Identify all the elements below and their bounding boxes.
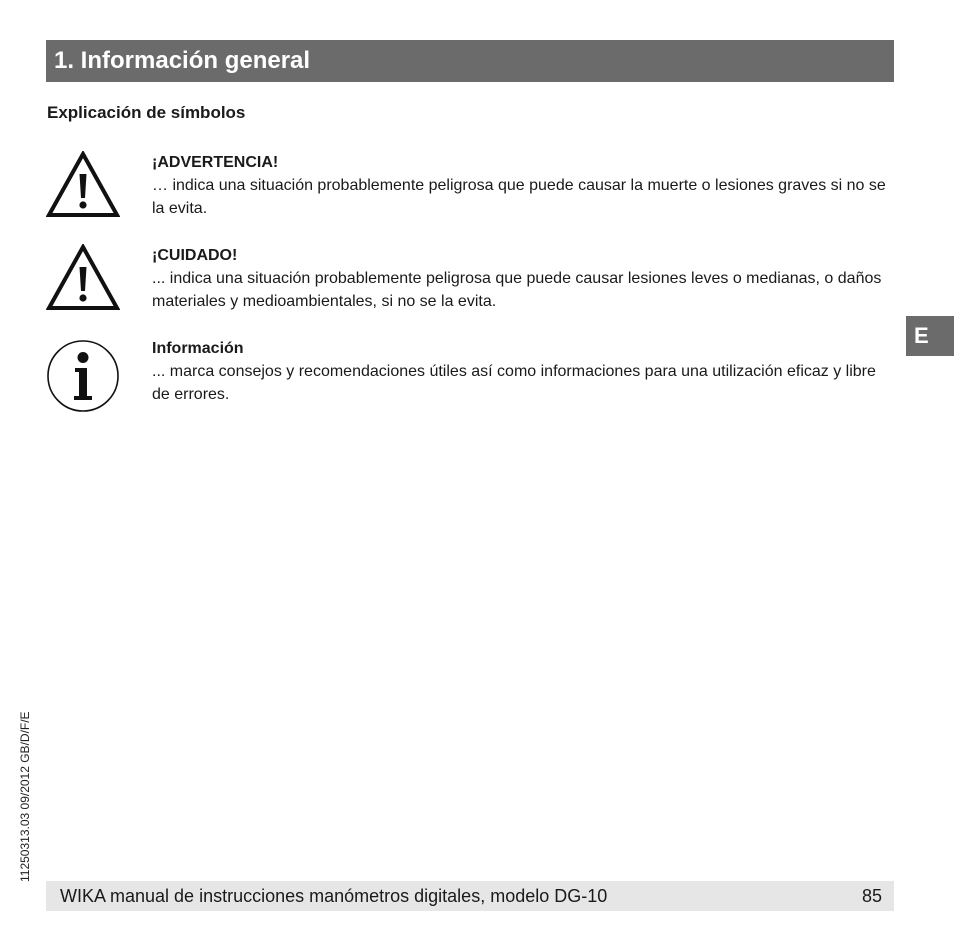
page-number: 85 <box>861 885 882 906</box>
warning-title: ¡ADVERTENCIA! <box>152 154 279 171</box>
caution-title: ¡CUIDADO! <box>152 247 238 264</box>
footer-text: WIKA manual de instrucciones manómetros digitales, modelo DG-10 <box>60 885 608 906</box>
caution-triangle-icon <box>46 244 120 318</box>
information-title: Información <box>152 340 244 357</box>
language-tab-e <box>906 316 954 356</box>
information-notice <box>46 337 894 413</box>
warning-triangle-icon <box>46 151 120 225</box>
information-text: ... marca consejos y recomendaciones útiles así como informaciones para una utilización eficaz y libre de errores. <box>152 363 876 403</box>
caution-notice <box>46 244 894 314</box>
warning-text: … indica una situación probablemente peligrosa que puede causar la muerte o lesiones graves si no se la evita. <box>152 177 886 217</box>
section-title: 1. Información general <box>54 47 311 74</box>
caution-text: ... indica una situación probablemente peligrosa que puede causar lesiones leves o medianas, o daños materiales y medioambientales, si no se la evita. <box>152 270 882 310</box>
section-header <box>46 40 894 82</box>
symbols-subheading: Explicación de símbolos <box>47 103 246 122</box>
warning-notice <box>46 151 894 221</box>
document-code: 11250313.03 09/2012 GB/D/F/E <box>18 711 32 882</box>
language-tab-label: E <box>914 323 929 348</box>
footer-bar <box>46 881 894 911</box>
info-icon <box>46 339 120 413</box>
